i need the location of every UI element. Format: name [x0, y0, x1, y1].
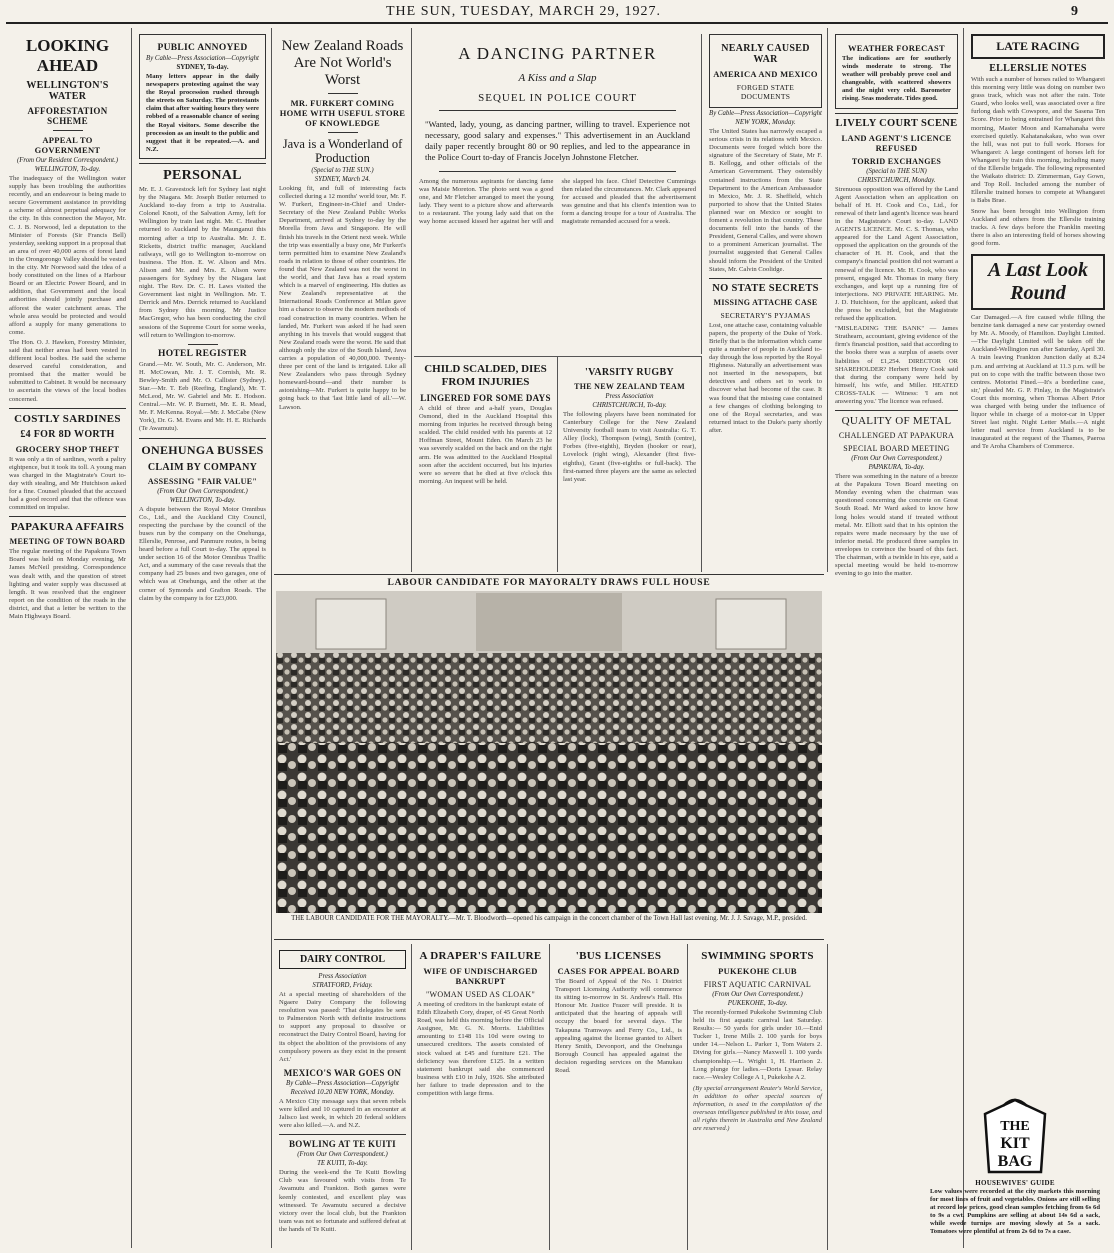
article-body: Lost, one attache case, containing valuable papers, the property of the Duke of York. Briefly that is the information which came quite a number of people in Auckland to-day through the loss reported by the Royal Highness. Naturally an advertisement was not inserted in the newspapers, but detectives and others set to work to discover what had become of the case. It was found that the missing case contained a few changes of clothing belonging to one of the Royal secretaries, and was returned intact to the Duke's party shortly after. [709, 321, 822, 434]
subhead-pyjamas: SECRETARY'S PYJAMAS [720, 310, 811, 320]
headline-dairy: DAIRY CONTROL [279, 950, 406, 969]
article-body: Many letters appear in the daily newspapers protesting against the way the Royal procession rushed through the streets on Saturday. The protestants claim that after waiting hours they were robbed of a reasonable chance of seeing the Royal visitors. Some describe the procession as an insult to the public and suggest that it be repeated.—A. and N.Z. [146, 73, 259, 153]
headline-lively-court: LIVELY COURT SCENE [835, 117, 958, 129]
subhead-furkert: MR. FURKERT COMING HOME WITH USEFUL STORE OF KNOWLEDGE [279, 98, 406, 128]
subhead-wife: WIFE OF UNDISCHARGED BANKRUPT [423, 966, 538, 986]
headline-quality-metal: QUALITY OF METAL [841, 415, 952, 428]
article-body: The inadequacy of the Wellington water supply has been troubling the authorities recently, and an endeavour is being made to secure Government assistance in providing a scheme of almost perpetual adequacy for the city. In this connection the Mayor, Mr. C. J. B. Norwood, led a deputation to the Minister of Forests (Sir Francis Bell) yesterday, seeking support in a proposal that an area of over 40,000 acres of forest land in the Orongorongo Valley should be vested in the city. Mr Norwood said the idea of a body constituted on the lines of a Harbour Board or an Electric Power Board, and in addition, that Government and the local authorities should jointly purchase and afforest the water catchment areas. The whole area would be protected and would afford a supply for many generations to come. [9, 175, 126, 336]
subhead-ellerslie: ELLERSLIE NOTES [989, 63, 1087, 74]
kit-title-kit: KIT [1000, 1135, 1030, 1152]
reuters-note: (By special arrangement Reuter's World Service, in addition to other special sources of information, is used in the compilation of the overseas intelligence published in this issue, and all rights therein in Australia and New Zealand are reserved.) [693, 1084, 822, 1133]
photo-caption: THE LABOUR CANDIDATE FOR THE MAYORALTY.—Mr. T. Bloodworth—opened his campaign in the concert chamber of the Town Hall last evening. Mr. J. J. Savage, M.P., presided. [291, 915, 807, 922]
article-body: The Board of Appeal of the No. 1 District Transport Licensing Authority will commence its sitting to-morrow in St. Andrew's Hall. His Honour Mr. Justice Frazer will preside. It is anticipated that the hearing of appeals will occupy the board for several days. The Takapuna Tramways and Ferry Co., Ltd., is appealing against the license granted to Albert Henry Smith, Devonport, and the Onehunga Borough Council has appealed against the decision regarding services on the Manukau Road. [555, 978, 682, 1075]
article-body: At a special meeting of shareholders of the Ngaere Dairy Company the following resolution was passed: 'That delegates be sent to Palmerston North with definite instructions to support any proposal to dissolve or reconstruct the Dairy Control Board, having for its object the abolition of the provisions of any compulsory powers as they exist in the present Act.' [279, 991, 406, 1063]
credit: Press Association [318, 973, 367, 980]
subhead-sequel: SEQUEL IN POLICE COURT [478, 92, 637, 104]
credit: (From Our Own Correspondent.) [157, 487, 248, 495]
article-body: Snow has been brought into Wellington from Auckland and others from the Ellerslie training tracks. A few days before the Franklin meeting there is also an interesting field of horses showing good form. [971, 207, 1105, 247]
subhead-pukekohe: PUKEKOHE CLUB [718, 966, 797, 976]
photo-headline: LABOUR CANDIDATE FOR MAYORALTY DRAWS FULL HOUSE [387, 578, 711, 588]
dateline: SYDNEY, March 24. [314, 176, 371, 183]
credit: (Special to THE SUN) [866, 167, 927, 175]
kit-title-bag: BAG [997, 1153, 1033, 1170]
subhead-papakura-challenge: CHALLENGED AT PAPAKURA [838, 431, 955, 441]
dateline: SYDNEY, To-day. [176, 64, 229, 71]
subhead-licence-refused: LAND AGENT'S LICENCE REFUSED [841, 132, 952, 153]
varsity-rugby-article [558, 356, 702, 572]
masthead [6, 2, 1108, 24]
kit-bag-feature [930, 1096, 1100, 1246]
bus-licenses-article [550, 944, 688, 1250]
article-body: There was something in the nature of a breeze at the Papakura Town Board meeting on Monday evening when the chairman was questioned concerning the concrete on Great South Road. Mr Ward asked to know how long holes would stand if treated without metal. Mr. Elliott said that in his opinion the repairs were made necessary by the use of inferior metal. He produced three samples in envelopes to convince the board of this fact. The chairman, with a twinkle in his eye, said a special meeting would be held to-morrow evening to go into the matter. [835, 473, 958, 578]
article-body: Car Damaged.—A fire caused while filling the benzine tank damaged a new car yesterday owned by Mr. A. Moody, of Hamilton. Daylight Limited.—The Daylight Limited will be taken off the Auckland-Wellington run after Saturday, April 30. A train leaving Frankton Junction daily at 8.24 p.m. and arriving at Auckland at 11.3 p.m. will be put on to cope with the traffic between those two centres. Motorist Fined.—It's a borderline case, sir,' pleaded Mr. G. P. Finlay, in the Magistrate's Court this morning, when Thomas Albert Prior was charged with being under the influence of liquor while in charge of a motor-car in Upper Street last night. Night Letter Mails.—A night letter mail service from Auckland is to be inaugurated at the request of the Thames, Paeroa and Te Aroha Chambers of Commerce. [971, 313, 1105, 451]
advert-quote: "Wanted, lady, young, as dancing partner, willing to travel. Experience not necessary, good salary and expenses." This advertisement in an Auckland daily paper recently brought 80 or 90 replies, and led to the appearance in the Police Court to-day of Francis Jocelyn Johnstone Fletcher. [425, 119, 690, 162]
headline-dancing-partner: A DANCING PARTNER [458, 44, 657, 63]
headline-roads: New Zealand Roads Are Not World's Worst [281, 38, 404, 88]
article-body: Grand.—Mr. W. South, Mr. C. Anderson, Mr. H. McCowan, Mr. J. T. Cornish, Mr. R. Bewley-Smith and Mr. O. Callister (Sydney). Star.—Mr. T. Eeb (Reefing, England), Mr. T. McLeod, Mr. W. Gabriel and Mr. E. Hodson. Central.—Mr. W. P. Burnett, Mr. E. R. Mead, Mr. F. McKenna. Royal.—Mr. J. McCabe (New York), Dr. G. M. Evans and Mr. H. E. Richards (Te Awamutu). [139, 360, 266, 433]
article-body: During the week-end the Te Kuiti Bowling Club was favoured with visits from Te Awamutu and Frankton. Both games were keenly contested, and excellent play was witnessed. Te Awamutu secured a decisive victory over the local club, but the Frankton team was not so fortunate and suffered defeat at the hands of Te Kuiti. [279, 1169, 406, 1233]
subhead-aquatic: FIRST AQUATIC CARNIVAL [703, 980, 812, 989]
kit-bag-logo [975, 1096, 1055, 1178]
dateline: TE KUITI, To-day. [317, 1160, 368, 1168]
article-body: Strenuous opposition was offered by the Land Agent Association when an application on behalf of H. H. Cook and Co., Ltd., for renewal of their land agent's licence was heard in the Magistrate's Court to-day. LAND AGENTS LICENCE. Mr. C. S. Thomas, who appeared for the Land Agent Association, opposed the application on the grounds of the character of H. H. Cook, and that the company's financial position did not warrant a renewal of the licence. Mr. H. Cook, who was present, engaged Mr. Thomas in many fiery exchanges, and kept up a running fire of interjections. NO PRIVATE HEARING. Mr. J. D. Hutchison, for the applicant, asked that the press be excluded, but the Magistrate refused the application. [835, 185, 958, 323]
dateline: STRATFORD, Friday. [312, 982, 373, 989]
kit-body: Low values were recorded at the city markets this morning for most lines of fruit and vegetables. Onions are still selling at record low prices, good clean samples fetching from 6s 6d to 9s a cwt. Pumpkins are selling at about 14s 6d a sack, while swede turnips are moving slowly at 5s a sack. Tomatoes were plentiful at from 2s 6d to 7s a case. [930, 1188, 1100, 1236]
headline-personal: PERSONAL [163, 167, 242, 183]
headline-papakura: PAPAKURA AFFAIRS [10, 521, 125, 534]
headline-nearly-caused-war: NEARLY CAUSED WAR [721, 43, 810, 65]
kit-title-the: THE [1000, 1119, 1030, 1134]
article-body: The following players have been nominated for Canterbury College for the New Zealand University football team to visit Australia: G. T. Alley (lock), Thompson (wing), Smith (centre), Forbes (five-eighth), Bryden (hooker or rear), Lovelock (right wing), Alexander (first five-eighths), Grant (five-eighths or full-back). The first-named three players are the same as selected last year. [563, 411, 696, 483]
headline-swimming: SWIMMING SPORTS [701, 950, 814, 962]
crowd-photo [276, 591, 822, 913]
public-annoyed-box [139, 34, 266, 159]
headline-last-look: A Last Look Round [971, 254, 1105, 310]
dateline: NEW YORK, Monday. [735, 119, 796, 126]
subhead-sardines: £4 FOR 8D WORTH [20, 428, 115, 440]
subhead-lingered: LINGERED FOR SOME DAYS [420, 393, 551, 403]
dateline: CHRISTCHURCH, To-day. [592, 402, 667, 409]
subhead-torrid: TORRID EXCHANGES [851, 156, 942, 166]
credit: By Cable—Press Association—Copyright [146, 55, 259, 62]
weather-body: The indications are for southerly winds moderate to strong. The weather will probably prove cool and changeable, with scattered showers and the night very cold. Barometer rising. Seas moderate. Tides good. [842, 55, 951, 103]
headline-bus-licenses: 'BUS LICENSES [575, 950, 662, 962]
subhead-america-mexico: AMERICA AND MEXICO [713, 69, 818, 79]
column-1 [4, 28, 132, 1248]
subhead-appeal: APPEAL TO GOVERNMENT [34, 135, 101, 155]
article-body: A dispute between the Royal Motor Omnibus Co., Ltd., and the Auckland City Council, respecting the purchase by the council of the buses run by the company on the Onehunga, Ellerslie, Penrose, and Panmure routes, is being heard before a full Court to-day. The appeal is under section 16 of the Motor Omnibus Traffic Act, and a summary of the case reveals that the company had 25 buses and two garages, one of which was at Onehunga, and the other at the corner of Symonds and Grafton Roads. The claim by the company is for £23,000. [139, 505, 266, 602]
column-7 [966, 28, 1110, 1088]
subhead-java: Java is a Wonderland of Production [282, 137, 403, 165]
kit-subhead: HOUSEWIVES' GUIDE [975, 1179, 1055, 1187]
headline-sardines: COSTLY SARDINES [14, 412, 121, 425]
article-body: The United States has narrowly escaped a serious crisis in its relations with Mexico. Documents were forged which bore the signature of the Secretary of State, Mr F. B. Kellogg, and other officials of the American Government. They ostensibly contained instructions from the State Department to the American Ambassador in Mexico, Mr. J. R. Sheffield, which purported to show that the United States planned war on Mexico or sought to foment a revolution in that country. These documents fell into the hands of the President, General Calles, and were shown to a prominent American journalist. The journalist suggested that General Calles should inform the President of the United States, Mr. Calvin Coolidge. [709, 128, 822, 273]
column-6 [830, 28, 964, 1248]
headline-late-racing: LATE RACING [971, 34, 1105, 59]
credit: (From Our Own Correspondent.) [851, 455, 942, 463]
subhead-appeal-board: CASES FOR APPEAL BOARD [557, 966, 680, 976]
credit: (From Our Own Correspondent.) [297, 1151, 388, 1159]
credit: By Cable—Press Association—Copyright [709, 110, 822, 117]
credit: Press Association [605, 393, 654, 400]
swimming-article [688, 944, 828, 1250]
article-body: A meeting of creditors in the bankrupt estate of Edith Elizabeth Cory, draper, of 45 Great North Road, was held this morning before the Official Assignee, Mr. G. N. Morris. Liabilities amounting to £148 11s 10d were owing to unsecured creditors. The assets consisted of stock valued at £45 and furniture £21. The deficiency was therefore £125. In a written statement bankrupt said she commenced business with £10 in July, 1926. She attributed her failure to trade depression and to the competition with large firms. [417, 1001, 544, 1098]
crowd-photo-image [276, 591, 822, 913]
subhead-kiss: A Kiss and a Slap [518, 72, 597, 84]
credit: (From Our Resident Correspondent.) [16, 157, 119, 164]
subhead-afforestation: AFFORESTATION SCHEME [27, 106, 108, 126]
headline-hotel-register: HOTEL REGISTER [158, 348, 247, 359]
article-body: The Hon. O. J. Hawken, Forestry Minister, said that neither areas had been vested in different local bodies. He said the scheme deserved careful consideration, and promised that the matter would be submitted to Cabinet. It would be necessary to ascertain the views of the local bodies concerned. [9, 338, 126, 403]
headline-draper: A DRAPER'S FAILURE [419, 950, 542, 962]
article-body: A child of three and a-half years, Douglas Osmond, died in the Auckland Hospital this morning from injuries he received through being scalded. The child resided with his parents at 12 Hoffman Street, Mount Eden. On March 23 he was severely scalded on the back and on the right arm. He was admitted to the Auckland Hospital soon after the accident occurred, but his injuries were so severe that he died at five o'clock this morning. An inquest will be held. [419, 405, 552, 485]
subhead-special-meeting: SPECIAL BOARD MEETING [843, 444, 950, 454]
column-5 [704, 28, 828, 572]
subhead-forged: FORGED STATE DOCUMENTS [736, 83, 795, 101]
headline-varsity: 'VARSITY RUGBY [585, 367, 674, 378]
masthead-date: THE SUN, TUESDAY, MARCH 29, 1927. [386, 4, 662, 19]
article-body: It was only a tin of sardines, worth a paltry eightpence, but it took its toll. A young man was charged in the Magistrate's Court to-day with stealing, and Mr Hutchison asked for a fine. Counsel pleaded that the accused had a good record and that the offence was committed on impulse. [9, 455, 126, 512]
subhead-attache: MISSING ATTACHE CASE [713, 297, 818, 307]
headline-mexico-war: MEXICO'S WAR GOES ON [283, 1067, 402, 1078]
subhead-nz-team: THE NEW ZEALAND TEAM [574, 382, 685, 391]
subhead-claim: CLAIM BY COMPANY [147, 461, 258, 473]
headline-bowling: BOWLING AT TE KUITI [289, 1139, 396, 1150]
dateline: PUKEKOHE, To-day. [727, 1000, 788, 1007]
article-body: Looking fit, and full of interesting facts collected during a 12 months' world tour, Mr. F. W. Furkert, Engineer-in-Chief and Under-Secretary of the New Zealand Public Works Department, arrived at Sydney to-day by the Morella from Java and Singapore. He will finish his travels in the Orient next week. While the trip was essentially a busy one, Mr Furkert's term permitted him to examine New Zealand's roads in relation to those of other countries. He found that New Zealand was not the worst in the world, and that Java has a road system which is a marvel of engineering. His duties as New Zealand's representative at the International Roads Conference at Milan gave him a chance to observe the modern methods of road construction in many countries. When he landed, Mr. Furkert was asked if he had seen anything in his travels that would suggest that New Zealand roads were the worst. He said that although only the size of the South Island, Java carries a population of 40,000,000. Twenty-three per cent of the land is irrigated. Like all New Zealanders who pass through Sydney homeward-bound—and their number is astonishing—Mr. Furkert is quite happy to be going back to that 'last little land of all.'—W. Lawson. [279, 185, 406, 411]
subhead-water: WELLINGTON'S WATER [26, 80, 109, 102]
dateline: CHRISTCHURCH, Monday. [857, 176, 936, 184]
article-body: With such a number of horses railed to Whangarei this morning very little was doing on number two grass track, which was not after the rain. Tote Guard, who looks well, was associated over a fire furlong dash with Cowspore, and the Sasena Ten Score. Prior to being entrained for Whangarei this morning, Master Moon and Kamahanaha were exercised quietly. Kahatanakakau, who was over the hill, was not put to full work. Horses for Whangarei: A large contingent of horses left for Whangarei by train this morning, including many of the Ellerslie brigade. The following represented the Waikato district: D. Zimmerman, Gay Gown, and Top Roll. Included among the number of Ellerslie trained horses to compete at Whangarei is Babs Brae. [971, 76, 1105, 205]
credit: (Special to THE SUN.) [311, 167, 374, 174]
article-body: The recently-formed Pukekohe Swimming Club held its first aquatic carnival last Saturday. Results:— 50 yards for girls under 10.—Enid Tucker 1, Irene Mills 2. 100 yards for boys under 14.—Nelson L. Parker 1, Tom Waters 2. Diving for girls.—Nancy Maxwell 1. 100 yards championship.—L. Wright 1, H. Harrison 2. Long plunge for ladies.—Doris Lyssar. Relay race.—Wesley College A 1, Pukekohe A 2. [693, 1009, 822, 1081]
credit: By Cable—Press Association—Copyright [286, 1079, 399, 1087]
article-body: "MISLEADING THE BANK" — James Strathearn, accountant, giving evidence of the firm's financial position, said that according to the books there was a surplus of assets over liabilities of £1,254. DIRECTOR OR SHAREHOLDER? Herbert Henry Cook said that during the company were held by himself, his wife, and Miller. HEATED CROSS-TALK — Witness: 'I am not answering you.' The licence was refused. [835, 325, 958, 405]
subhead-theft: GROCERY SHOP THEFT [15, 443, 120, 454]
article-body: Among the numerous aspirants for dancing fame was Maisie Moreton. The photo sent was a good one, and Mr Fletcher arranged to meet the young lady. They went to a picture show and afterwards to a restaurant. The young lady said that on the way home accused kissed her against her will and she slapped his face. Chief Detective Cummings then related the circumstances. Mr. Clark appeared for accused and pleaded that the advertisement was genuine and that his client's intention was to form a dancing troupe for a tour of Australia. The magistrate remanded accused for a week. [419, 178, 696, 226]
child-scalded-article [414, 356, 558, 572]
dateline: WELLINGTON, To-day. [34, 166, 101, 173]
headline-public-annoyed: PUBLIC ANNOYED [157, 43, 248, 53]
subhead-papakura: MEETING OF TOWN BOARD [9, 537, 126, 547]
article-body: The regular meeting of the Papakura Town Board was held on Monday evening, Mr James McNeil presiding. Correspondence was dealt with, and the question of street lighting and water supply was discussed at length. It was resolved that the engineer report on the condition of the roads in the district, and that a letter be written to the Main Highways Board. [9, 548, 126, 621]
column-3 [274, 28, 412, 572]
headline-onehunga: ONEHUNGA BUSSES [141, 442, 264, 457]
dairy-control-article [274, 944, 412, 1250]
headline-looking-ahead: LOOKING AHEAD [25, 36, 110, 75]
dateline: Received 10.20 NEW YORK, Monday. [290, 1088, 395, 1096]
photo-feature [274, 574, 824, 940]
dateline: PAPAKURA, To-day. [868, 464, 925, 472]
draper-failure-article [412, 944, 550, 1250]
dateline: WELLINGTON, To-day. [169, 496, 236, 504]
subhead-fair-value: ASSESSING "FAIR VALUE" [147, 476, 258, 486]
column-2 [134, 28, 272, 1248]
article-body: Mr. E. J. Gravestock left for Sydney last night by the Niagara. Mr. Joseph Butler returned to Auckland to-day from a trip to Australia. Colonel Knott, of the Salvation Army, left for Wellington by train last night. Mr. C. Heather returned to Auckland by the Maunganui this morning after a trip to Australia. Mr. J. E. Ricketts, district traffic manager, Auckland railways, will go to Wellington to-morrow on business. The Hon. E. W. Alison and Mrs. Alison and Mr. and Mrs. E. Alison were passengers for Sydney by the Niagara last night. The Rev. Dr. C. H. Laws visited the Government last night in Wellington. Mr. T. Derrick and Mrs. Derrick returned to Auckland from Sydney this morning. Mr Justice MacGregor, who has been conducting the civil sessions of the Supreme Court for some weeks, will return to Wellington to-morrow. [139, 185, 266, 339]
page-number: 9 [1071, 4, 1078, 19]
subhead-cloak: "WOMAN USED AS CLOAK" [425, 990, 536, 999]
headline-weather: WEATHER FORECAST [848, 43, 945, 53]
credit: (From Our Own Correspondent.) [712, 991, 803, 998]
article-body: A Mexico City message says that seven rebels were killed and 10 captured in an encounter at Jalisco last week, in which 20 federal soldiers were also killed.—A. and N.Z. [279, 1097, 406, 1130]
headline-no-state-secrets: NO STATE SECRETS [712, 282, 819, 294]
dancing-partner-article [414, 34, 702, 354]
headline-child-scalded: CHILD SCALDED, DIES FROM INJURIES [424, 363, 547, 388]
